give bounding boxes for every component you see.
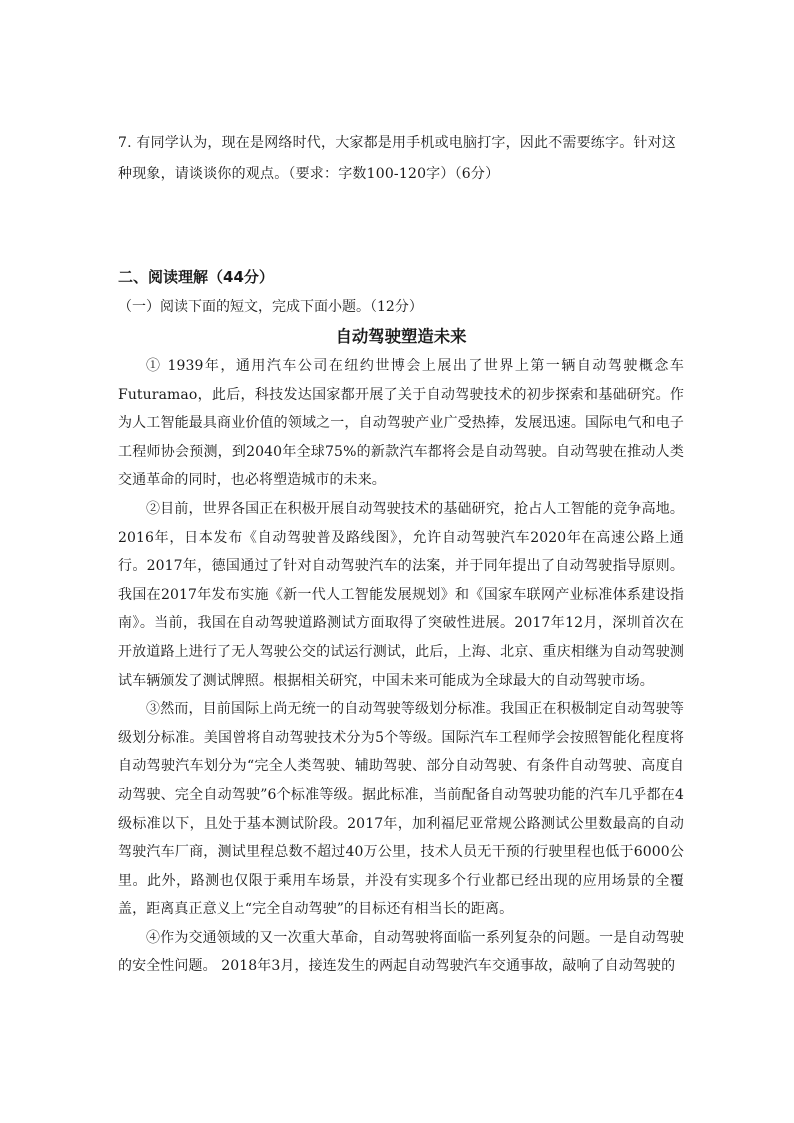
article-paragraph-3: ③然而，目前国际上尚无统一的自动驾驶等级划分标准。我国正在积极制定自动驾驶等级划分标准。美国曾将自动驾驶技术分为5个等级。国际汽车工程师学会按照智能化程度将自动驾驶汽车划分为“完全人类驾驶、辅助驾驶、部分自动驾驶、有条件自动驾驶、高度自动驾驶、完全自动驾驶”6个标准等级。据此标准，当前配备自动驾驶功能的汽车几乎都在4级标准以下，且处于基本测试阶段。2017年，加利福尼亚常规公路测试公里数最高的自动驾驶汽车厂商，测试里程总数不超过40万公里，技术人员无干预的行驶里程也低于6000公里。此外，路测也仅限于乘用车场景，并没有实现多个行业都已经出现的应用场景的全覆盖，距离真正意义上“完全自动驾驶”的目标还有相当长的距离。: [118, 701, 684, 918]
question-7: 7. 有同学认为，现在是网络时代，大家都是用手机或电脑打字，因此不需要练字。针对这种现象，请谈谈你的观点。（要求：字数100-120字）（6分）: [118, 135, 677, 182]
article-paragraph-2: ②目前，世界各国正在积极开展自动驾驶技术的基础研究，抢占人工智能的竞争高地。2016年，日本发布《自动驾驶普及路线图》，允许自动驾驶汽车2020年在高速公路上通行。2017年，德国通过了针对自动驾驶汽车的法案，并于同年提出了自动驾驶指导原则。我国在2017年发布实施《新一代人工智能发展规划》和《国家车联网产业标准体系建设指南》。当前，我国在自动驾驶道路测试方面取得了突破性进展。2017年12月，深圳首次在开放道路上进行了无人驾驶公交的试运行测试，此后，上海、北京、重庆相继为自动驾驶测试车辆颁发了测试牌照。根据相关研究，中国未来可能成为全球最大的自动驾驶市场。: [118, 500, 684, 689]
article-title: 自动驾驶塑造未来: [335, 327, 467, 346]
section-heading-reading: 二、阅读理解（44分）: [118, 268, 274, 286]
subsection-instruction: （一）阅读下面的短文，完成下面小题。（12分）: [118, 299, 423, 315]
article-paragraph-4: ④作为交通领域的又一次重大革命，自动驾驶将面临一系列复杂的问题。一是自动驾驶的安全性问题。 2018年3月，接连发生的两起自动驾驶汽车交通事故，敲响了自动驾驶的: [118, 929, 684, 975]
document-page: [118, 128, 684, 981]
article-paragraph-1: ① 1939年，通用汽车公司在纽约世博会上展出了世界上第一辆自动驾驶概念车Futuramao，此后，科技发达国家都开展了关于自动驾驶技术的初步探索和基础研究。作为人工智能最具商业价值的领域之一，自动驾驶产业广受热捧，发展迅速。国际电气和电子工程师协会预测，到2040年全球75%的新款汽车都将会是自动驾驶。自动驾驶在推动人类交通革命的同时，也必将塑造城市的未来。: [118, 358, 684, 489]
